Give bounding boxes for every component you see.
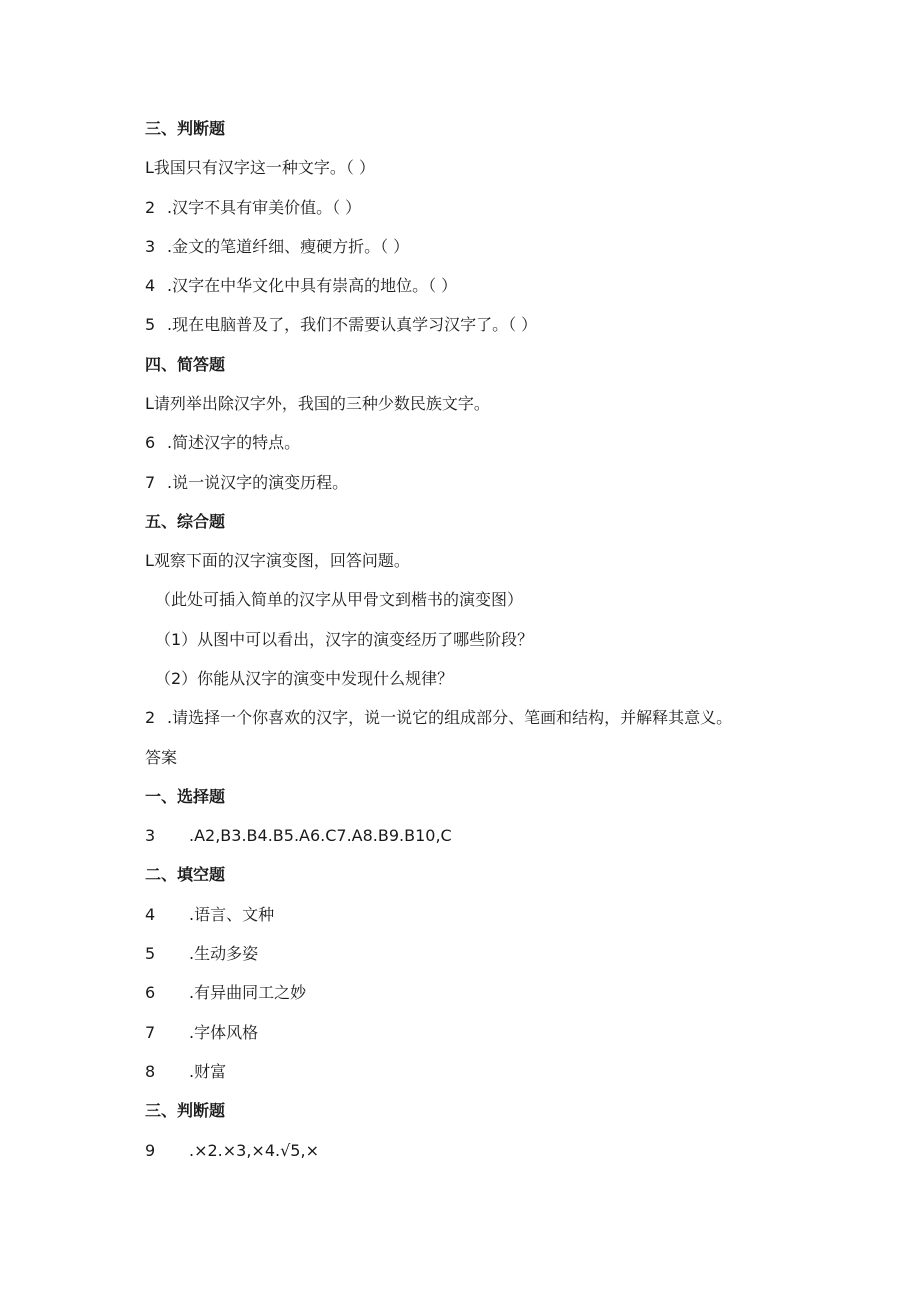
answers-title: 答案 [145, 748, 178, 767]
question-item [145, 393, 490, 415]
answer-number: 6 [145, 983, 156, 1002]
answer-text: .字体风格 [189, 1023, 259, 1042]
question-number: 7 [145, 473, 156, 492]
question-number: 2 [145, 198, 156, 217]
answer-text: .语言、文种 [189, 905, 275, 924]
question-text: .汉字不具有审美价值。（ ） [167, 198, 362, 217]
question-number: 3 [145, 237, 156, 256]
answers-heading-choice: 一、选择题 [145, 787, 226, 806]
answer-number: 7 [145, 1023, 156, 1042]
question-item [145, 157, 375, 179]
question-number: 4 [145, 276, 156, 295]
question-text: .请选择一个你喜欢的汉字，说一说它的组成部分、笔画和结构，并解释其意义。 [167, 708, 733, 727]
answer-text: .生动多姿 [189, 944, 259, 963]
answer-text: .×2.×3,×4.√5,× [189, 1141, 319, 1160]
answer-text: .财富 [189, 1062, 227, 1081]
sub-question: （1）从图中可以看出，汉字的演变经历了哪些阶段？ [155, 630, 534, 649]
question-number: 5 [145, 315, 156, 334]
question-number: 2 [145, 708, 156, 727]
question-text: L请列举出除汉字外，我国的三种少数民族文字。 [145, 394, 490, 413]
question-text: .汉字在中华文化中具有崇高的地位。（ ） [167, 276, 458, 295]
figure-placeholder-note: （此处可插入简单的汉字从甲骨文到楷书的演变图） [155, 590, 524, 609]
answer-number: 4 [145, 905, 156, 924]
answer-number: 9 [145, 1141, 156, 1160]
answers-heading-judge: 三、判断题 [145, 1101, 226, 1120]
question-text: L我国只有汉字这一种文字。（ ） [145, 158, 376, 177]
question-text: .现在电脑普及了，我们不需要认真学习汉字了。（ ） [167, 315, 538, 334]
answer-number: 3 [145, 826, 156, 845]
section-heading-short-answer: 四、简答题 [145, 355, 226, 374]
question-text: .说一说汉字的演变历程。 [167, 473, 349, 492]
answer-number: 5 [145, 944, 156, 963]
answer-text: .有异曲同工之妙 [189, 983, 307, 1002]
sub-question: （2）你能从汉字的演变中发现什么规律？ [155, 669, 454, 688]
section-heading-judge: 三、判断题 [145, 119, 226, 138]
section-heading-comprehensive: 五、综合题 [145, 512, 226, 531]
question-text: L观察下面的汉字演变图，回答问题。 [145, 551, 410, 570]
question-text: .简述汉字的特点。 [167, 433, 301, 452]
question-text: .金文的笔道纤细、瘦硬方折。（ ） [167, 237, 410, 256]
question-number: 6 [145, 433, 156, 452]
answer-text: .A2,B3.B4.B5.A6.C7.A8.B9.B10,C [189, 826, 452, 845]
answers-heading-fill: 二、填空题 [145, 865, 226, 884]
answer-number: 8 [145, 1062, 156, 1081]
